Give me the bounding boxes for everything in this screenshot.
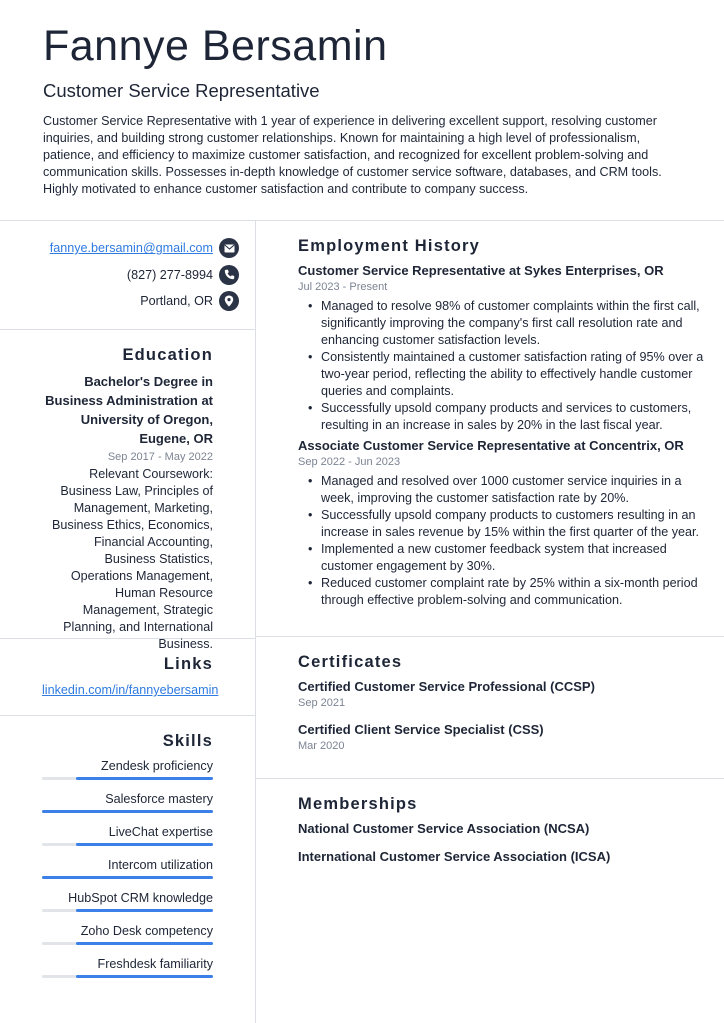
links-heading: Links <box>163 655 213 673</box>
skill-level-fill <box>76 909 213 912</box>
skill-level-bar <box>42 975 213 978</box>
skill-level-bar <box>42 909 213 912</box>
skill-level-fill <box>76 975 213 978</box>
contact-location-row <box>0 288 239 315</box>
skill-label: Zendesk proficiency <box>101 759 213 773</box>
job-bullets <box>298 473 704 609</box>
skills-section <box>0 715 255 1002</box>
memberships-section <box>256 778 724 865</box>
certificates-section <box>256 636 724 778</box>
skill-item <box>42 857 213 890</box>
skill-label: Freshdesk familiarity <box>97 957 213 971</box>
job-entry <box>298 437 704 609</box>
skill-level-bar <box>42 876 213 879</box>
skill-item <box>42 956 213 989</box>
skill-item <box>42 758 213 791</box>
certificate-date: Mar 2020 <box>298 740 345 752</box>
skill-level-fill <box>42 876 213 879</box>
contact-section <box>0 221 255 329</box>
certificate-name: Certified Customer Service Professional (CCSP) <box>298 679 595 694</box>
job-title: Associate Customer Service Representative at Concentrix, OR <box>298 438 684 453</box>
certificate-name: Certified Client Service Specialist (CSS) <box>298 722 544 737</box>
contact-phone-row <box>0 262 239 289</box>
job-dates: Sep 2022 - Jun 2023 <box>298 456 401 468</box>
certificate-entry <box>298 678 704 711</box>
candidate-name: Fannye Bersamin <box>43 22 388 70</box>
bullet-item: • Implemented a new customer feedback system that increased customer engagement by 30%. <box>298 541 704 575</box>
skills-list <box>42 758 213 989</box>
phone-icon <box>219 265 239 285</box>
membership-item: National Customer Service Association (NCSA) <box>298 821 590 836</box>
bullet-item: • Managed to resolve 98% of customer complaints within the first call, significantly improving the company's first call resolution rate and enhancing customer satisfaction levels. <box>298 298 704 349</box>
membership-item: International Customer Service Association (ICSA) <box>298 849 611 864</box>
envelope-icon <box>219 238 239 258</box>
phone-number: (827) 277-8994 <box>126 267 213 282</box>
degree-title: Bachelor's Degree in Business Administration at University of Oregon, Eugene, OR <box>45 374 213 446</box>
bullet-item: • Reduced customer complaint rate by 25% within a six-month period through effective problem-solving and communication. <box>298 575 704 609</box>
education-section <box>0 329 255 651</box>
certificate-date: Sep 2021 <box>298 697 346 709</box>
resume-header <box>43 22 688 198</box>
profile-summary: Customer Service Representative with 1 year of experience in delivering excellent support, resolving customer inquiries, and building strong customer relationships. Known for maintaining a high level of professionalism, patience, and efficiency to maximize customer satisfaction, and recognized for excellent problem-solving and communication skills. Possesses in-depth knowledge of customer service software, databases, and CRM tools. Highly motivated to enhance customer satisfaction and contribute to company success. <box>43 114 662 197</box>
links-section <box>0 638 255 715</box>
left-column <box>0 221 255 1002</box>
skill-label: HubSpot CRM knowledge <box>68 891 213 905</box>
skill-level-fill <box>76 777 213 780</box>
bullet-item: • Managed and resolved over 1000 customer service inquiries in a week, improving the customer satisfaction rate by 20%. <box>298 473 704 507</box>
skill-level-bar <box>42 942 213 945</box>
job-entry <box>298 262 704 434</box>
skill-level-bar <box>42 810 213 813</box>
candidate-title: Customer Service Representative <box>43 80 320 102</box>
bullet-item: • Successfully upsold company products and services to customers, resulting in an increase in sales by 20% in the last fiscal year. <box>298 400 704 434</box>
skill-label: Intercom utilization <box>108 858 213 872</box>
skill-label: Salesforce mastery <box>105 792 213 806</box>
education-heading: Education <box>122 346 213 364</box>
location-text: Portland, OR <box>140 294 213 309</box>
right-column <box>256 221 724 876</box>
skill-item <box>42 791 213 824</box>
memberships-heading: Memberships <box>298 795 418 813</box>
email-link[interactable]: fannye.bersamin@gmail.com <box>49 241 213 256</box>
location-pin-icon <box>219 291 239 311</box>
skill-level-fill <box>42 810 213 813</box>
skill-level-bar <box>42 777 213 780</box>
job-dates: Jul 2023 - Present <box>298 281 388 293</box>
skill-level-bar <box>42 843 213 846</box>
employment-heading: Employment History <box>298 237 481 255</box>
skill-level-fill <box>76 942 213 945</box>
skill-item <box>42 824 213 857</box>
job-title: Customer Service Representative at Sykes Enterprises, OR <box>298 263 664 278</box>
skills-heading: Skills <box>162 732 213 750</box>
skill-label: LiveChat expertise <box>108 825 213 839</box>
bullet-item: • Consistently maintained a customer satisfaction rating of 95% over a two-year period, reflecting the ability to effectively handle customer queries and complaints. <box>298 349 704 400</box>
skill-item <box>42 923 213 956</box>
skill-label: Zoho Desk competency <box>80 924 213 938</box>
job-bullets <box>298 298 704 434</box>
skill-level-fill <box>76 843 213 846</box>
employment-section <box>256 221 724 636</box>
linkedin-link[interactable]: linkedin.com/in/fannyebersamin <box>42 683 219 697</box>
certificates-heading: Certificates <box>298 653 403 671</box>
education-dates: Sep 2017 - May 2022 <box>107 451 213 463</box>
certificate-entry <box>298 721 704 754</box>
skill-item <box>42 890 213 923</box>
contact-email-row <box>0 235 239 262</box>
bullet-item: • Successfully upsold company products to customers resulting in an increase in sales revenue by 15% within the first quarter of the year. <box>298 507 704 541</box>
relevant-coursework: Relevant Coursework: Business Law, Principles of Management, Marketing, Business Ethics, Economics, Financial Accounting, Business Statistics, Operations Management, Human Resource Management, Strategic Planning, and International Business. <box>52 467 213 651</box>
